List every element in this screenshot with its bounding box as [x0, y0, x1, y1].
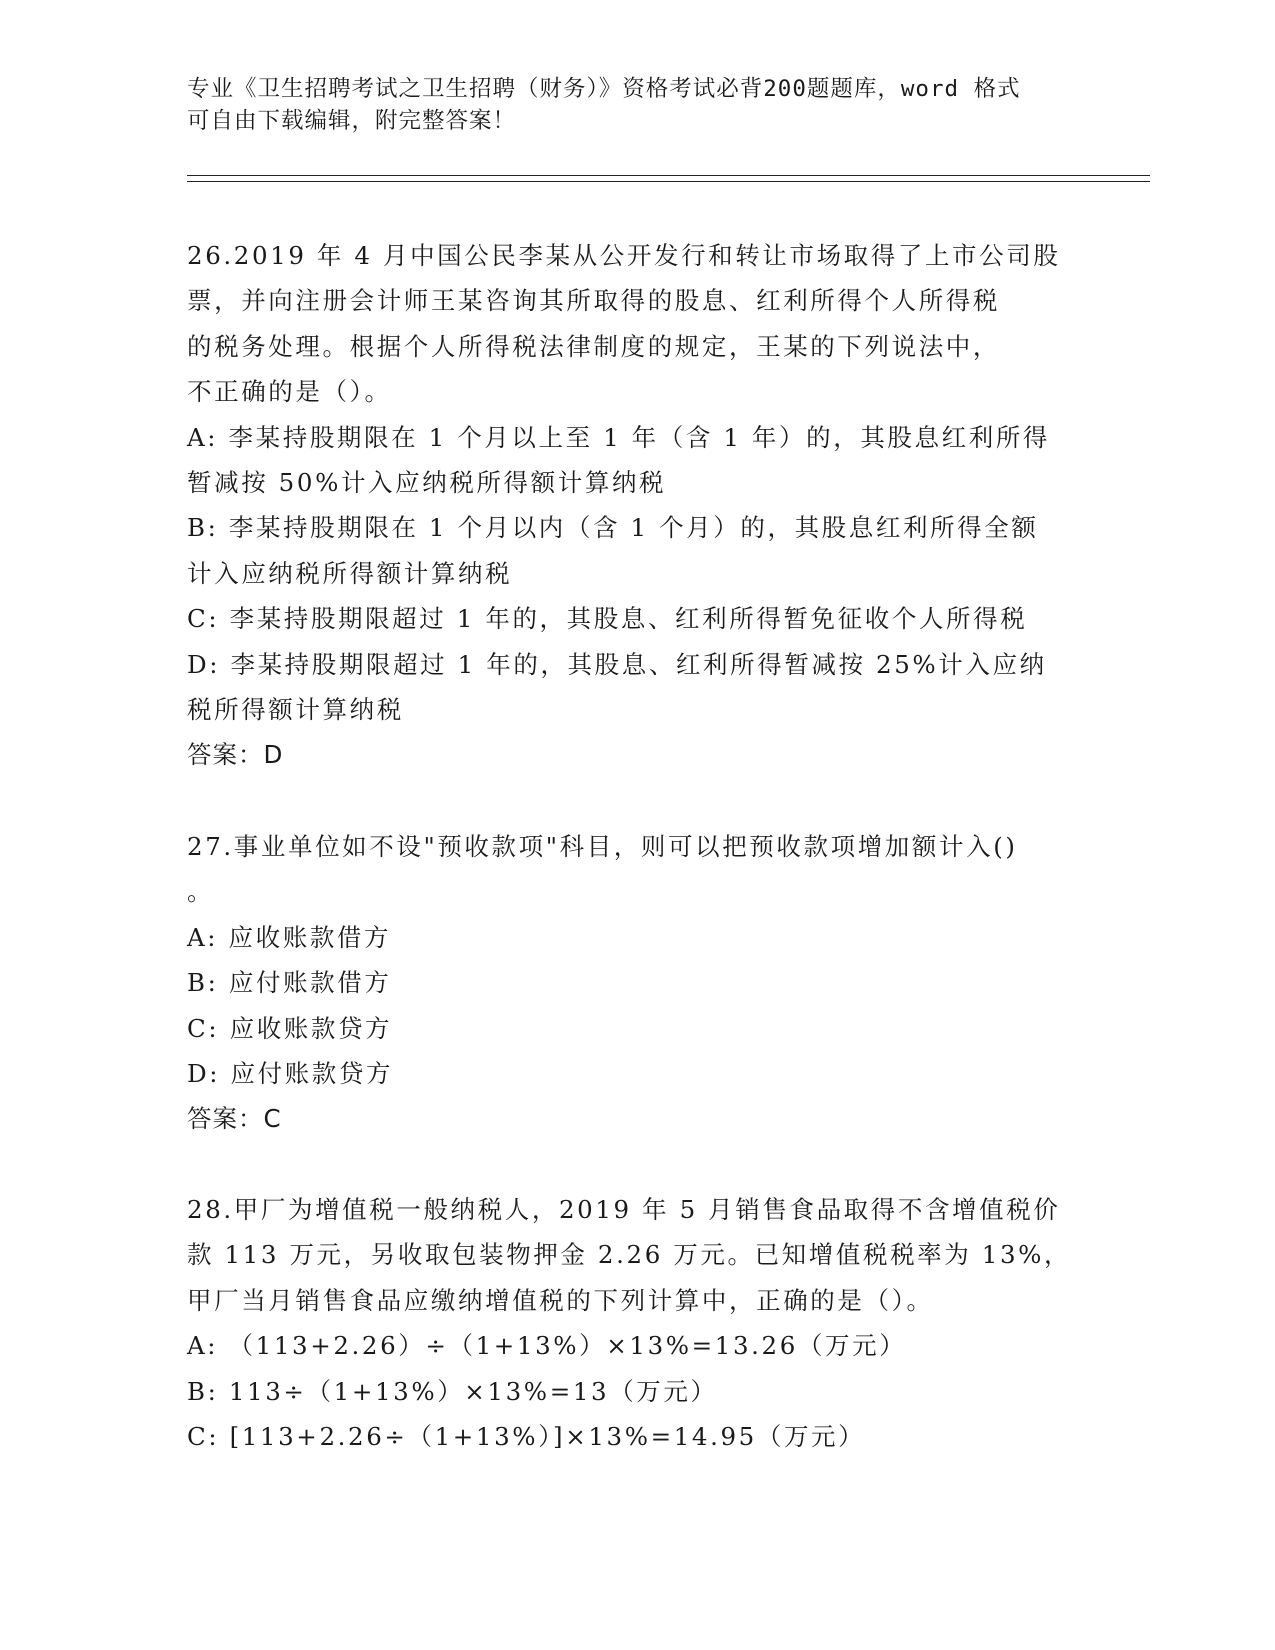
header-divider-bottom [187, 181, 1150, 182]
question-stem-line: 的税务处理。根据个人所得税法律制度的规定，王某的下列说法中， [187, 331, 1000, 361]
option-line: D: 应付账款贷方 [187, 1059, 394, 1089]
question-26 [187, 233, 1087, 778]
header-line-1: 专业《卫生招聘考试之卫生招聘（财务）》资格考试必背200题题库，word 格式 [187, 76, 1021, 102]
option-line: C: [113+2.26÷（1+13%）]×13%=14.95（万元） [187, 1422, 866, 1452]
answer-line: 答案：D [187, 740, 284, 770]
document-header [187, 73, 1087, 137]
question-stem-line: 26.2019 年 4 月中国公民李某从公开发行和转让市场取得了上市公司股 [187, 241, 1061, 270]
option-line: C: 应收账款贷方 [187, 1013, 393, 1043]
option-line: 税所得额计算纳税 [187, 695, 404, 725]
question-stem-line: 款 113 万元，另收取包装物押金 2.26 万元。已知增值税税率为 13%， [187, 1240, 1072, 1270]
option-line: 计入应纳税所得额计算纳税 [187, 558, 513, 588]
question-stem-line: 。 [187, 877, 215, 907]
answer-line: 答案：C [187, 1104, 282, 1134]
header-divider-top [187, 175, 1150, 176]
option-line: A: （113+2.26）÷（1+13%）×13%=13.26（万元） [187, 1331, 907, 1361]
option-line: B: 李某持股期限在 1 个月以内（含 1 个月）的，其股息红利所得全额 [187, 513, 1039, 543]
question-28 [187, 1187, 1087, 1459]
question-stem-line: 票，并向注册会计师王某咨询其所取得的股息、红利所得个人所得税 [187, 286, 1000, 316]
question-stem-line: 27.事业单位如不设"预收款项"科目，则可以把预收款项增加额计入() [187, 832, 1018, 861]
header-line-2: 可自由下载编辑，附完整答案！ [187, 108, 517, 134]
question-stem-line: 不正确的是（）。 [187, 377, 392, 407]
option-line: C: 李某持股期限超过 1 年的，其股息、红利所得暂免征收个人所得税 [187, 604, 1028, 634]
option-line: A: 应收账款借方 [187, 922, 392, 952]
question-stem-line: 28.甲厂为增值税一般纳税人，2019 年 5 月销售食品取得不含增值税价 [187, 1195, 1061, 1224]
option-line: 暂减按 50%计入应纳税所得额计算纳税 [187, 468, 667, 498]
option-line: A: 李某持股期限在 1 个月以上至 1 年（含 1 年）的，其股息红利所得 [187, 422, 1051, 452]
option-line: B: 113÷（1+13%）×13%=13（万元） [187, 1376, 718, 1406]
question-27 [187, 824, 1087, 1142]
option-line: D: 李某持股期限超过 1 年的，其股息、红利所得暂减按 25%计入应纳 [187, 649, 1047, 679]
question-stem-line: 甲厂当月销售食品应缴纳增值税的下列计算中，正确的是（）。 [187, 1285, 934, 1315]
option-line: B: 应付账款借方 [187, 968, 392, 998]
